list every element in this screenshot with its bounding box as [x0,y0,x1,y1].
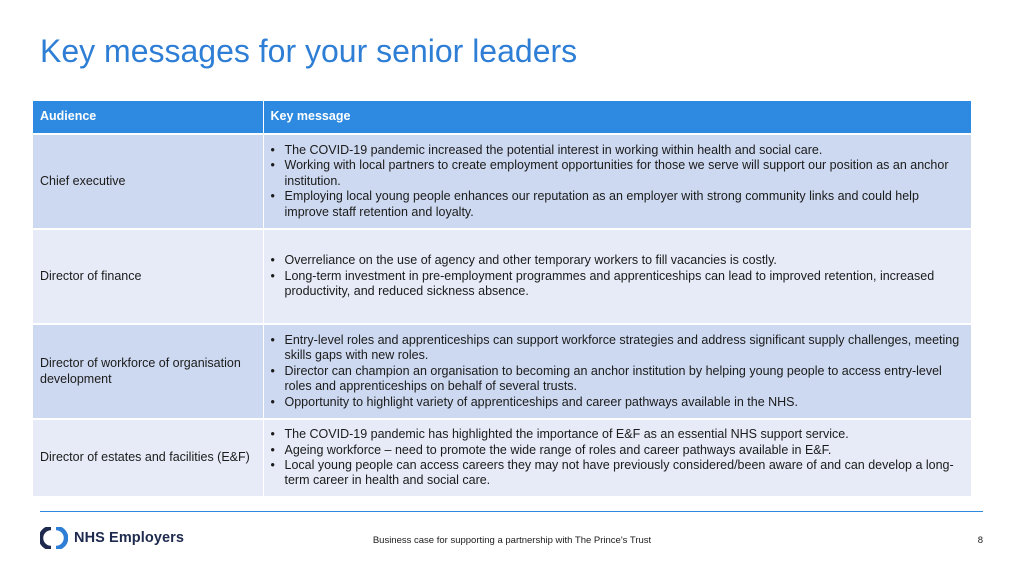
footer-divider [40,511,983,512]
page-title: Key messages for your senior leaders [40,33,578,69]
message-item: • Entry-level roles and apprenticeships can support workforce strategies and address significant supply challenges, meeting skills gaps with new roles. [285,333,962,364]
message-item: • The COVID-19 pandemic has highlighted the importance of E&F as an essential NHS support service. [285,427,962,442]
audience-cell: Director of workforce of organisation development [33,324,263,419]
table-row [33,324,971,419]
message-item: • Overreliance on the use of agency and other temporary workers to fill vacancies is costly. [285,253,962,268]
key-messages-table [33,101,971,498]
message-item: • The COVID-19 pandemic increased the potential interest in working within health and social care. [285,143,962,158]
messages-cell [263,419,971,497]
message-item: • Long-term investment in pre-employment programmes and apprenticeships can lead to improved retention, increased productivity, and reduced sickness absence. [285,269,962,300]
page-number: 8 [977,535,983,546]
audience-cell: Director of estates and facilities (E&F) [33,419,263,497]
audience-cell: Chief executive [33,134,263,229]
messages-cell [263,324,971,419]
table-row [33,134,971,229]
message-item: • Employing local young people enhances our reputation as an employer with strong community links and could help improve staff retention and loyalty. [285,189,962,220]
messages-cell [263,229,971,324]
message-item: • Director can champion an organisation to becoming an anchor institution by helping young people to access entry-level roles and apprenticeships on behalf of several trusts. [285,364,962,395]
table-row [33,229,971,324]
message-list [271,333,962,410]
footer-caption: Business case for supporting a partnership with The Prince's Trust [372,535,652,546]
message-item: • Working with local partners to create employment opportunities for those we serve will support our position as an anchor institution. [285,158,962,189]
message-item: • Opportunity to highlight variety of apprenticeships and career pathways available in the NHS. [285,395,962,410]
table-header-row [33,101,971,134]
message-list [271,427,962,489]
table-row [33,419,971,497]
message-list [271,143,962,220]
header-key-message: Key message [263,101,971,134]
message-item: • Local young people can access careers they may not have previously considered/been aware of and can develop a long-term career in health and social care. [285,458,962,489]
logo-text: NHS Employers [74,530,185,546]
message-list [271,253,962,299]
header-audience: Audience [33,101,263,134]
message-item: • Ageing workforce – need to promote the wide range of roles and career pathways available in E&F. [285,443,962,458]
messages-cell [263,134,971,229]
audience-cell: Director of finance [33,229,263,324]
